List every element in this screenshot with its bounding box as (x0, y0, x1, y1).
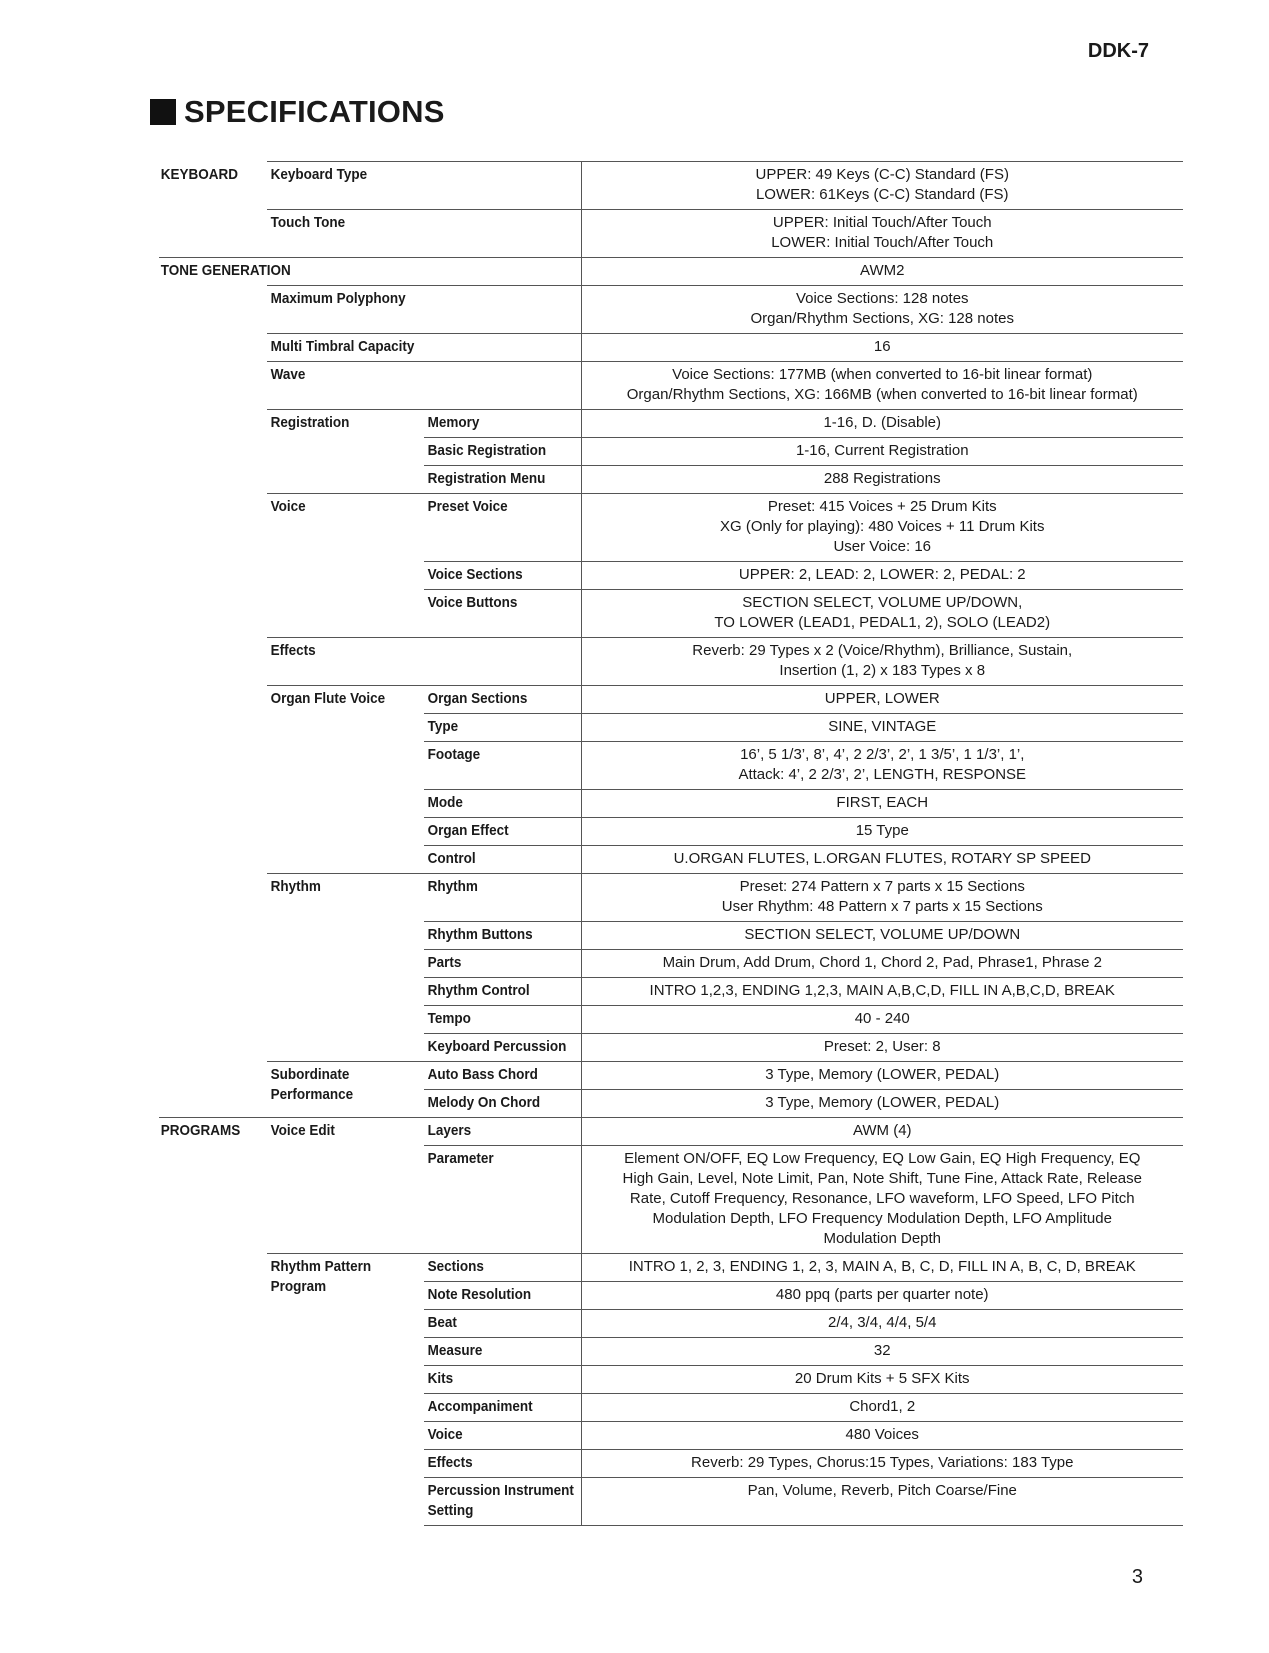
spec-label: Voice Sections (424, 562, 565, 590)
group-label: Rhythm (267, 874, 408, 922)
spec-value: 16 (581, 334, 1183, 362)
spec-value: Voice Sections: 177MB (when converted to 16-bit linear format) Organ/Rhythm Sections, XG: 166MB (when converted to 16-bit linear format) (581, 362, 1183, 410)
group-label: Subordinate Performance (267, 1062, 408, 1118)
spec-value: 480 ppq (parts per quarter note) (581, 1282, 1183, 1310)
spec-label: Parameter (424, 1146, 565, 1254)
category-label: PROGRAMS (159, 1118, 256, 1146)
spec-label: Organ Effect (424, 818, 565, 846)
table-row (159, 438, 1183, 466)
spec-label: Control (424, 846, 565, 874)
table-row (159, 466, 1183, 494)
spec-label: Maximum Polyphony (267, 286, 550, 334)
spec-value: 288 Registrations (581, 466, 1183, 494)
spec-label: Mode (424, 790, 565, 818)
table-row (159, 686, 1183, 714)
spec-value: 15 Type (581, 818, 1183, 846)
spec-label: Wave (267, 362, 550, 410)
table-row (159, 410, 1183, 438)
spec-value: AWM (4) (581, 1118, 1183, 1146)
spec-label: Voice Buttons (424, 590, 565, 638)
table-row (159, 790, 1183, 818)
spec-label: Sections (424, 1254, 565, 1282)
group-label: Rhythm Pattern Program (267, 1254, 408, 1526)
table-row (159, 978, 1183, 1006)
page-title: SPECIFICATIONS (184, 94, 445, 129)
spec-value: Reverb: 29 Types, Chorus:15 Types, Variations: 183 Type (581, 1450, 1183, 1478)
table-row (159, 1118, 1183, 1146)
spec-value: Preset: 274 Pattern x 7 parts x 15 Sections User Rhythm: 48 Pattern x 7 parts x 15 Sections (581, 874, 1183, 922)
group-label: Voice Edit (267, 1118, 408, 1146)
spec-value: INTRO 1, 2, 3, ENDING 1, 2, 3, MAIN A, B, C, D, FILL IN A, B, C, D, BREAK (581, 1254, 1183, 1282)
spec-value: 3 Type, Memory (LOWER, PEDAL) (581, 1062, 1183, 1090)
spec-value: UPPER: 2, LEAD: 2, LOWER: 2, PEDAL: 2 (581, 562, 1183, 590)
table-row (159, 742, 1183, 790)
table-row (159, 922, 1183, 950)
model-number: DDK-7 (1087, 40, 1149, 62)
table-row (159, 1254, 1183, 1282)
table-row (159, 494, 1183, 562)
table-row (159, 286, 1183, 334)
spec-label: Voice (424, 1422, 565, 1450)
spec-label: Multi Timbral Capacity (267, 334, 550, 362)
spec-label: Organ Sections (424, 686, 565, 714)
table-row (159, 1062, 1183, 1090)
spec-value: Voice Sections: 128 notes Organ/Rhythm Sections, XG: 128 notes (581, 286, 1183, 334)
spec-value: 480 Voices (581, 1422, 1183, 1450)
table-row (159, 874, 1183, 922)
spec-table (159, 161, 1183, 1526)
category-label: TONE GENERATION (159, 258, 539, 286)
table-row (159, 714, 1183, 742)
spec-value: 1-16, D. (Disable) (581, 410, 1183, 438)
spec-label: Beat (424, 1310, 565, 1338)
spec-label: Rhythm (424, 874, 565, 922)
spec-label: Rhythm Control (424, 978, 565, 1006)
spec-value: SECTION SELECT, VOLUME UP/DOWN (581, 922, 1183, 950)
spec-label: Accompaniment (424, 1394, 565, 1422)
spec-label: Note Resolution (424, 1282, 565, 1310)
spec-label: Measure (424, 1338, 565, 1366)
group-label: Registration (267, 410, 408, 438)
spec-label: Keyboard Percussion (424, 1034, 565, 1062)
spec-label: Percussion Instrument Setting (424, 1478, 565, 1526)
spec-label: Effects (267, 638, 550, 686)
group-label: Voice (267, 494, 408, 562)
spec-value: UPPER: 49 Keys (C-C) Standard (FS) LOWER: 61Keys (C-C) Standard (FS) (581, 162, 1183, 210)
spec-label: Auto Bass Chord (424, 1062, 565, 1090)
spec-value: Preset: 2, User: 8 (581, 1034, 1183, 1062)
table-row (159, 162, 1183, 210)
spec-value: AWM2 (581, 258, 1183, 286)
spec-value: FIRST, EACH (581, 790, 1183, 818)
spec-label: Keyboard Type (267, 162, 550, 210)
spec-value: 16’, 5 1/3’, 8’, 4’, 2 2/3’, 2’, 1 3/5’, 1 1/3’, 1’, Attack: 4’, 2 2/3’, 2’, LENGTH, RESPONSE (581, 742, 1183, 790)
spec-label: Rhythm Buttons (424, 922, 565, 950)
spec-value: INTRO 1,2,3, ENDING 1,2,3, MAIN A,B,C,D, FILL IN A,B,C,D, BREAK (581, 978, 1183, 1006)
spec-label: Tempo (424, 1006, 565, 1034)
title-square-icon (150, 99, 176, 125)
spec-label: Memory (424, 410, 565, 438)
spec-value: 40 - 240 (581, 1006, 1183, 1034)
spec-value: Chord1, 2 (581, 1394, 1183, 1422)
spec-label: Type (424, 714, 565, 742)
spec-value: Pan, Volume, Reverb, Pitch Coarse/Fine (581, 1478, 1183, 1526)
table-row (159, 950, 1183, 978)
spec-label: Registration Menu (424, 466, 565, 494)
spec-label: Touch Tone (267, 210, 550, 258)
spec-value: 3 Type, Memory (LOWER, PEDAL) (581, 1090, 1183, 1118)
category-label: KEYBOARD (160, 165, 239, 183)
spec-label: Layers (424, 1118, 565, 1146)
spec-value: 20 Drum Kits + 5 SFX Kits (581, 1366, 1183, 1394)
table-row (159, 562, 1183, 590)
spec-label: Footage (424, 742, 565, 790)
group-label: Organ Flute Voice (267, 686, 408, 714)
table-row (159, 1146, 1183, 1254)
table-row (159, 818, 1183, 846)
table-row (159, 590, 1183, 638)
spec-label: Effects (424, 1450, 565, 1478)
table-row (159, 1034, 1183, 1062)
spec-value: Preset: 415 Voices + 25 Drum Kits XG (Only for playing): 480 Voices + 11 Drum Kits User Voice: 16 (581, 494, 1183, 562)
table-row (159, 258, 1183, 286)
table-row (159, 1006, 1183, 1034)
spec-value: UPPER, LOWER (581, 686, 1183, 714)
page-number: 3 (1131, 1566, 1143, 1588)
spec-value: U.ORGAN FLUTES, L.ORGAN FLUTES, ROTARY SP SPEED (581, 846, 1183, 874)
spec-label: Parts (424, 950, 565, 978)
table-row (159, 846, 1183, 874)
section-title (150, 94, 445, 130)
table-row (159, 362, 1183, 410)
spec-value: SECTION SELECT, VOLUME UP/DOWN, TO LOWER (LEAD1, PEDAL1, 2), SOLO (LEAD2) (581, 590, 1183, 638)
spec-value: 2/4, 3/4, 4/4, 5/4 (581, 1310, 1183, 1338)
spec-label: Kits (424, 1366, 565, 1394)
table-row (159, 334, 1183, 362)
spec-label: Preset Voice (424, 494, 565, 562)
spec-value: 32 (581, 1338, 1183, 1366)
table-row (159, 638, 1183, 686)
spec-value: 1-16, Current Registration (581, 438, 1183, 466)
spec-value: SINE, VINTAGE (581, 714, 1183, 742)
table-row (159, 210, 1183, 258)
spec-label: Melody On Chord (424, 1090, 565, 1118)
spec-label: Basic Registration (424, 438, 565, 466)
spec-value: Element ON/OFF, EQ Low Frequency, EQ Low Gain, EQ High Frequency, EQ High Gain, Level, Note Limit, Pan, Note Shift, Tune Fine, Attack Rate, Release Rate, Cutoff Frequency, Resonance, LFO waveform, LFO Speed, LFO Pitch Modulation Depth, LFO Frequency Modulation Depth, LFO Amplitude Modulation Depth (581, 1146, 1183, 1254)
spec-value: UPPER: Initial Touch/After Touch LOWER: Initial Touch/After Touch (581, 210, 1183, 258)
spec-value: Main Drum, Add Drum, Chord 1, Chord 2, Pad, Phrase1, Phrase 2 (581, 950, 1183, 978)
spec-value: Reverb: 29 Types x 2 (Voice/Rhythm), Brilliance, Sustain, Insertion (1, 2) x 183 Types x 8 (581, 638, 1183, 686)
